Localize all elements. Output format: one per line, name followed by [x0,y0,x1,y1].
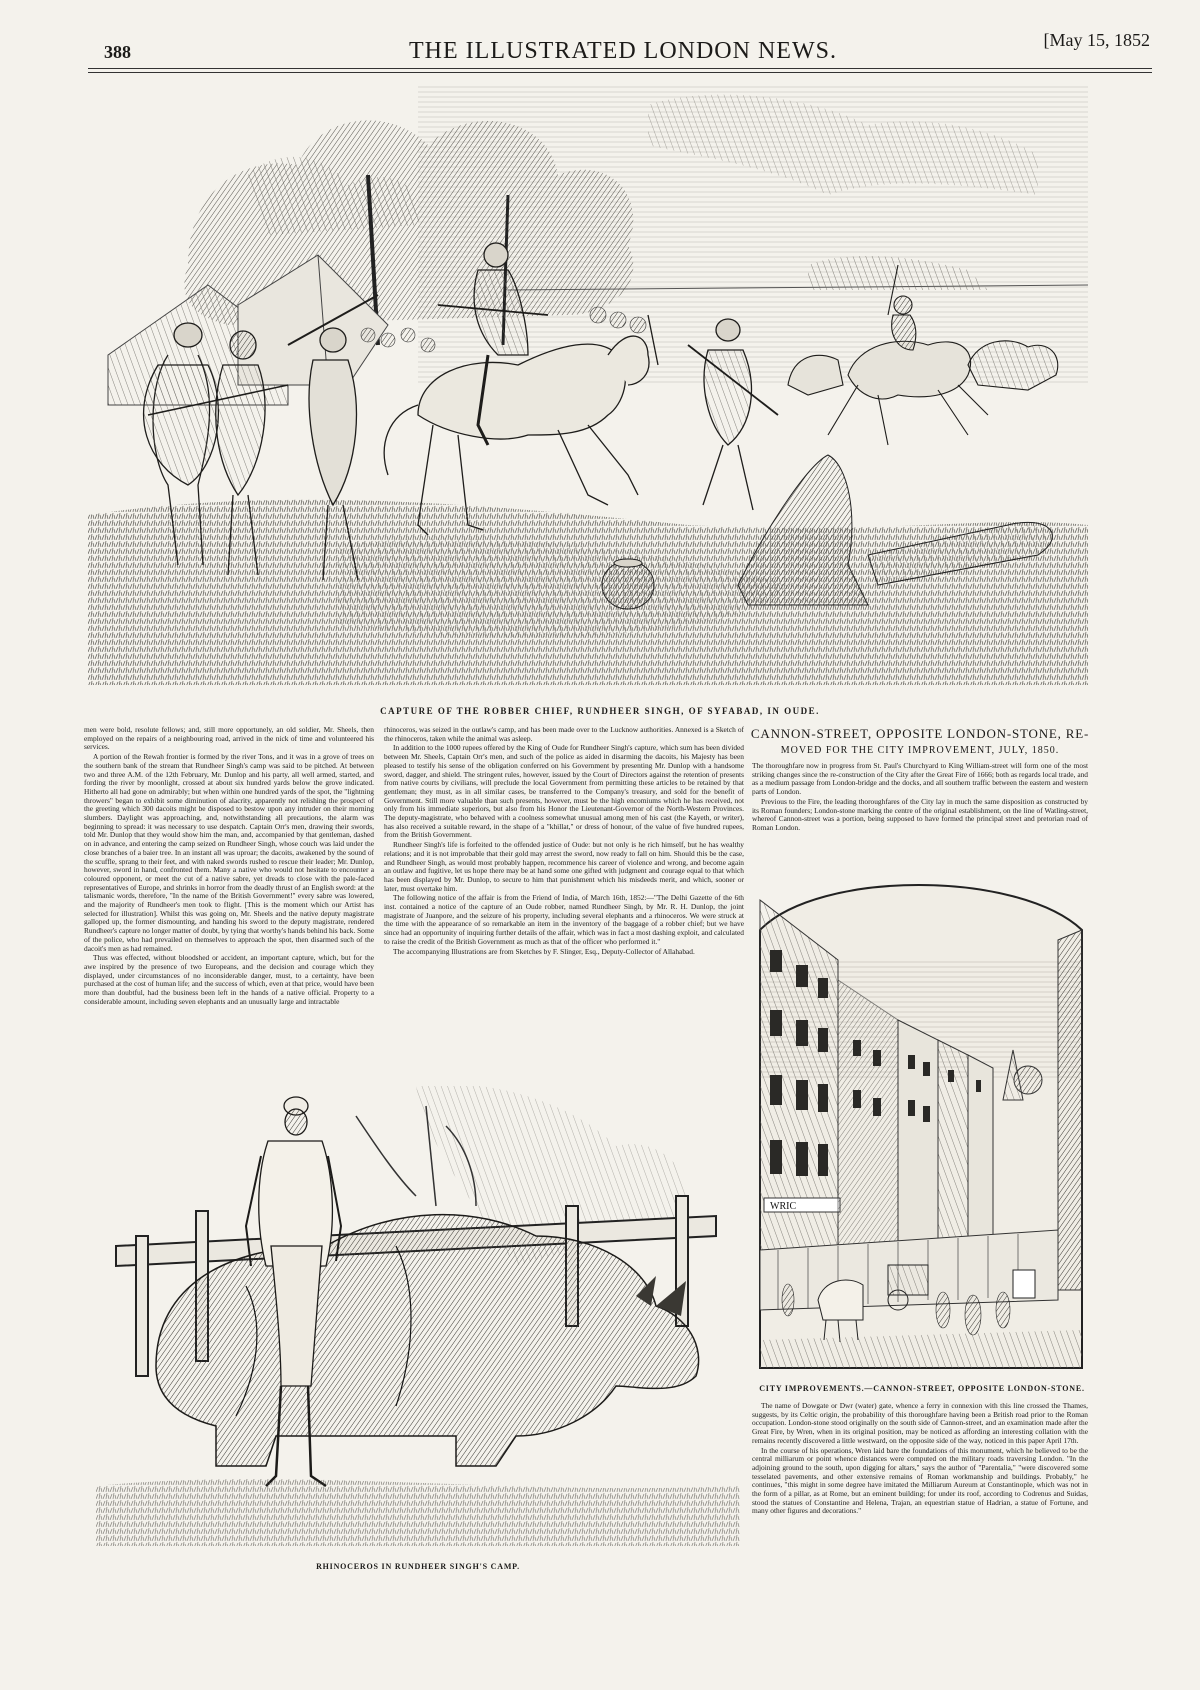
capture-caption: CAPTURE OF THE ROBBER CHIEF, RUNDHEER SINGH, OF SYFABAD, IN OUDE. [380,706,820,716]
header-rule-thin [88,72,1152,73]
paragraph: In addition to the 1000 rupees offered by the King of Oude for Rundheer Singh's capture, which sum has been divided between Mr. Sheels, Captain Orr's men, and such of the police as aided in disarming the dacoits, his Majesty has been pleased to testify his sense of the obligation conferred on his Government by presenting Mr. Dunlop with a handsome sword, dagger, and shield. The stringent rules, however, issued by the Court of Directors against the retention of presents from native courts by civilians, will preclude the local Government from permitting these articles to be retained by that gentleman; they must, as in all similar cases, be transferred to the Company's treasury, and sold for the benefit of Government. Still more valuable than such presents, however, must be the high encomiums which he has received, not only from his immediate superiors, but also from his Honor the Lieutenant-Governor of the North-Western Provinces. The deputy-magistrate, who behaved with a coolness somewhat unusual among men of his cast (the Kayeth, or writer), has also received a suitable reward, in the shape of a "khillat," or dress of honour, of the value of five hundred rupees, from the British Government. [384,743,744,840]
page-number: 388 [104,42,131,62]
paragraph: The accompanying Illustrations are from Sketches by F. Slinger, Esq., Deputy-Collector of Allahabad. [393,946,695,956]
cannon-street-engraving [758,870,1084,1370]
header-rule [88,68,1152,69]
paragraph: Previous to the Fire, the leading thoroughfares of the City lay in much the same disposition as constructed by its Roman founders; London-stone marking the centre of the original establishment, on the line of Watling-street, whereof Cannon-street was a portion, being supposed to have formed the principal street and pretorian road of Roman London. [752,796,1088,832]
article-column-left [84,726,374,1056]
paragraph: In the course of his operations, Wren laid bare the foundations of this monument, which he believed to be the central milliarum or point whence distances were computed on the military roads traversing London. "In the adjoining ground to the south, upon digging for altars," says the author of "Parentalia," "were discovered some tesselated pavements, and other extensive remains of Roman workmanship and buildings. Probably," he continues, "this might in some degree have imitated the Milliarum Aureum at Constantinople, which was not in the form of a pillar, as at Rome, but an eminent building; for under its roof, according to Codrenus and Suidas, stood the statues of Constantine and Helena, Trajan, an equestrian statue of Hadrian, a statue of Fortune, and many other figures and decorations." [752,1445,1088,1516]
paragraph: Rundheer Singh's life is forfeited to the offended justice of Oude: but not only is he rich himself, but he has wealthy relations; and it is not improbable that their gold may arrest the sword, now ready to fall on him. Should this be the case, and Rundheer Singh, as would most probably happen, recommence his career of violence and wrong, and become again an outlaw and fugitive, let us hope there may be at hand some one gifted with judgment and courage equal to that which has been displayed by Mr. Dunlop, to secure to him that punishment which his misdeeds merit, and which, sooner or later, must overtake him. [384,840,744,893]
paragraph: rhinoceros, was seized in the outlaw's camp, and has been made over to the Lucknow authorities. Annexed is a Sketch of the rhinoceros, taken while the animal was asleep. [384,726,744,743]
cannon-street-lower-text [752,1402,1088,1598]
shop-sign: WRIC [770,1201,797,1212]
paragraph: A portion of the Rewah frontier is formed by the river Tons, and it was in a grove of trees on the southern bank of the stream that Rundheer Singh's camp was said to be pitched. At between two and three A.M. of the 12th February, Mr. Dunlop and his party, all well armed, started, and fording the river by moonlight, crossed at about six hundred yards below the grove indicated. Hitherto all had gone on admirably; but when within one hundred yards of the spot, the "lightning throwers" began to exhibit some diminution of alacrity, apparently not relishing the prospect of the greeting which 300 dacoits might be disposed to bestow upon any intruder on their morning slumbers. Daylight was approaching, and, notwithstanding all precautions, the alarm was beginning to spread: it was necessary to use despatch. Captain Orr's men, drawing their swords, told Mr. Dunlop that they would show him the man, and, accompanied by that gentleman, dashed on in advance, and entering the camp seized on Rundheer Singh, whose couch was laid under the close branches of a baier tree. In an instant all was uproar; the dacoits, awakened by the sound of the scuffle, sprang to their feet, and with naked swords rushed to rescue their leader; Mr. Dunlop, however, sword in hand, confronted them. Many a native who would not hesitate to encounter a coloured opponent, or meet the cut of a native sabre, yet dreads to close with the pale-faced representatives of Europe, and shrinks in horror from the deadly thrust of an English sword: at the talismanic words, therefore, "In the name of the British Government!" every sabre was lowered, and the majority of Rundheer's men took to flight. [This is the moment which our Artist has selected for illustration]. Whilst this was going on, Mr. Sheels and the native deputy magistrate galloped up, the former dismounting, and handing his sword to the deputy magistrate, rendered Rundheer's capture no longer matter of doubt, by tying that worthy's hands behind his back. Some of the police, who had prevailed on themselves to approach the spot, then disarmed such of the dacoit's men as had remained. [84,752,374,953]
page-header [96,30,1150,70]
paragraph: The thoroughfare now in progress from St. Paul's Churchyard to King William-street will form one of the most striking changes since the re-construction of the City after the Great Fire of 1666; both as regards local trade, and as a medium passage from London-bridge and the docks, and all southern traffic between the eastern and western parts of London. [752,762,1088,797]
paragraph: Thus was effected, without bloodshed or accident, an important capture, which, but for the awe inspired by the presence of two Europeans, and the decision and courage which they displayed, under circumstances of no inconsiderable danger, must, to a certainty, have been purchased at the cost of human life; and the success of which, even at that price, would have been more than doubtful, had the business been left in the hands of a native official. Property to a considerable amount, including seven elephants and an unusually large and intractable [84,953,374,1006]
article-column-middle [384,726,744,1078]
cannon-street-headline: CANNON-STREET, OPPOSITE LONDON-STONE, RE- [750,726,1090,741]
rhinoceros-engraving [96,1086,740,1546]
cannon-street-intro [752,762,1088,862]
paragraph: The name of Dowgate or Dwr (water) gate, whence a ferry in connexion with this line crossed the Thames, suggests, by its Celtic origin, the probability of this thoroughfare having been a British road prior to the Roman occupation. London-stone stood originally on the south side of Cannon-street, and an examination made after the Great Fire, by Wren, when in its original position, may be noticed as affording an interesting collation with the remains recently discovered a little westward, on the opposite side of the way, noticed in this paper April 17th. [752,1402,1088,1445]
rhinoceros-caption: RHINOCEROS IN RUNDHEER SINGH'S CAMP. [316,1562,520,1571]
paragraph: The following notice of the affair is from the Friend of India, of March 16th, 1852:—"The Delhi Gazette of the 6th inst. contained a notice of the capture of an Oude robber, named Rundheer Singh, by Mr. R. H. Dunlop, the joint magistrate of Juanpore, and the seizure of his property, including several elephants and a rhinoceros. We were struck at the time with the appearance of so remarkable an item in the inventory of the baggage of a robber chief; but we have since had an opportunity of inquiring further details of the affair, which was in fact a most dashing exploit, and calculated to raise the credit of the British Government as much as that of the officer who performed it." [384,893,744,946]
cannon-street-caption: CITY IMPROVEMENTS.—CANNON-STREET, OPPOSITE LONDON-STONE. [759,1384,1085,1393]
cannon-street-subheadline: MOVED FOR THE CITY IMPROVEMENT, JULY, 1850. [780,745,1060,756]
capture-engraving [88,85,1088,685]
issue-date: [May 15, 1852 [1043,30,1150,50]
cannon-street-headline-block [750,726,1090,756]
paragraph: men were bold, resolute fellows; and, still more opportunely, an old soldier, Mr. Sheels, then employed on the repairs of a neighbouring road, arrived in the nick of time and volunteered his services. [84,726,374,752]
masthead-title: THE ILLUSTRATED LONDON NEWS. [409,38,837,64]
